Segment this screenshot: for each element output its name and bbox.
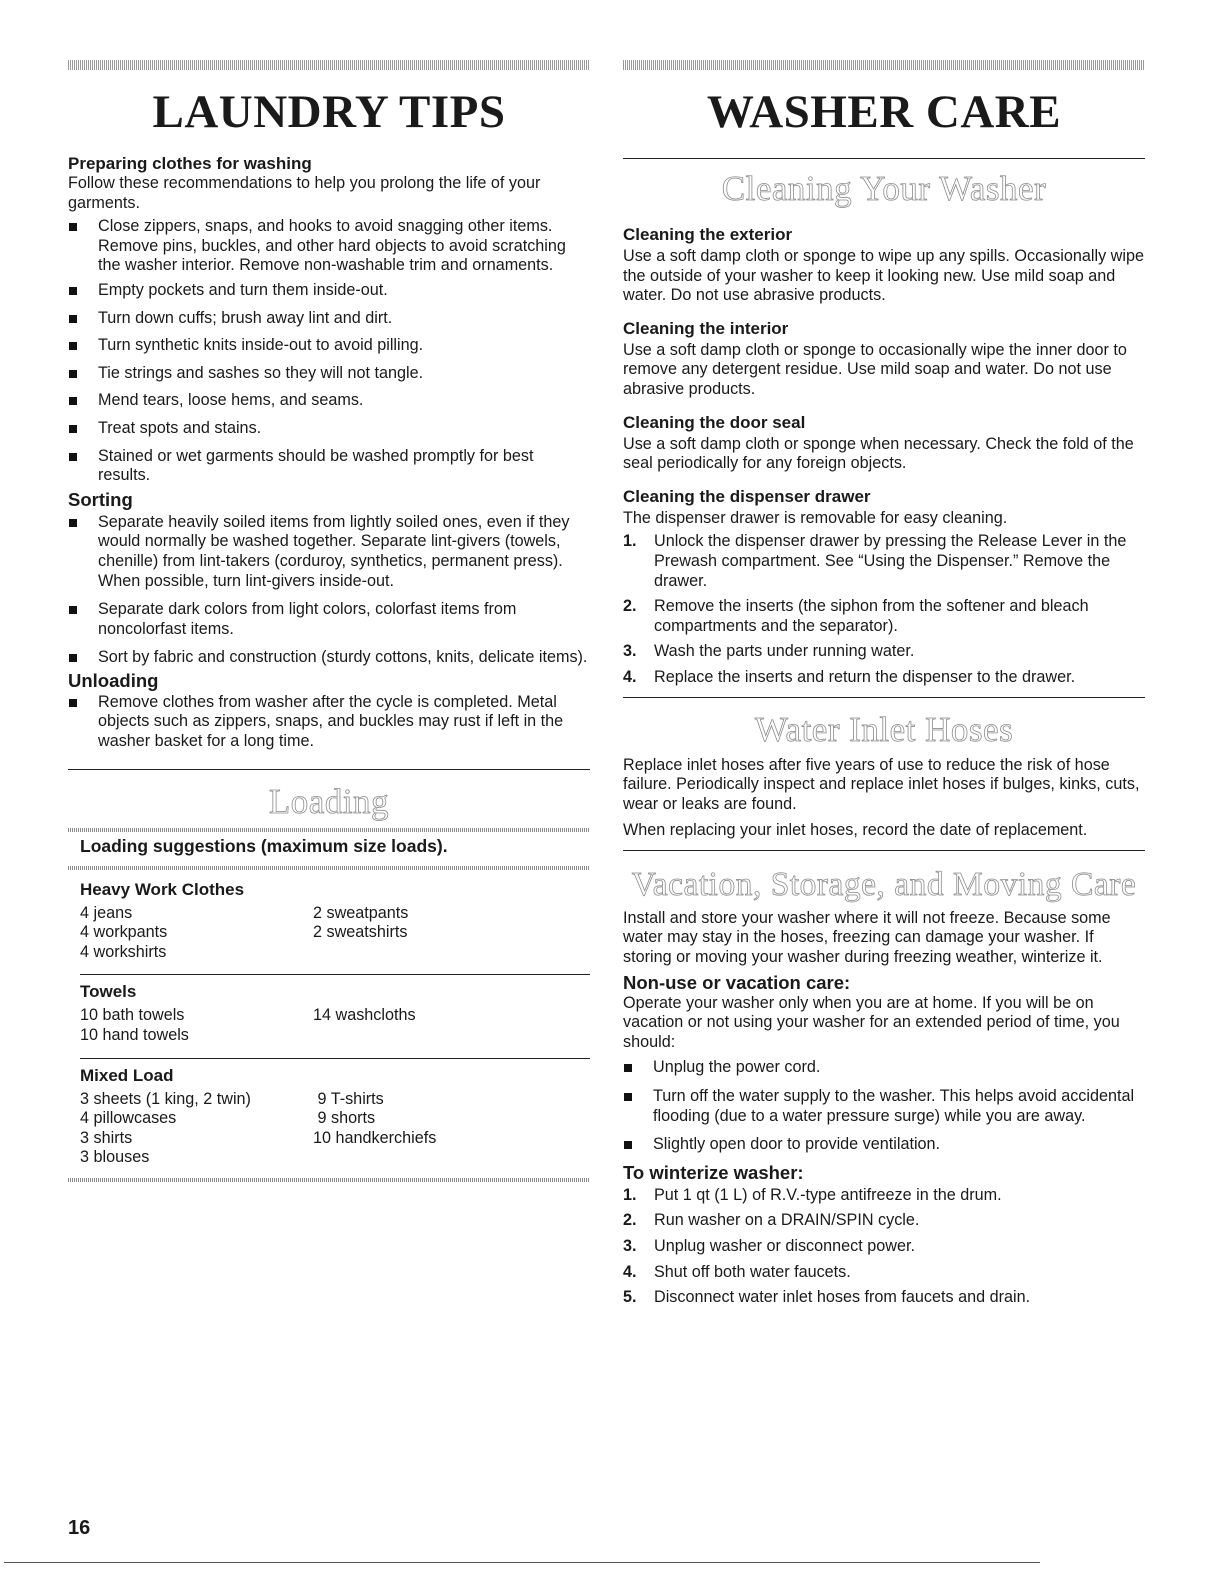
load-items-col1: 10 bath towels 10 hand towels [80,1006,189,1045]
list-item [623,532,1145,591]
sorting-section [68,489,590,668]
load-group-divider [80,974,590,975]
load-group-mixed [68,1066,590,1168]
vacation-storage-title: Vacation, Storage, and Moving Care [631,865,1137,903]
list-item: Sort by fabric and construction (sturdy cottons, knits, delicate items). [68,648,590,668]
step-number: 4. [623,1262,637,1281]
unloading-section [68,670,590,752]
list-item: Turn down cuffs; brush away lint and dirt. [68,309,590,329]
interior-text: Use a soft damp cloth or sponge to occasionally wipe the inner door to remove any detergent residue. Use mild soap and water. Do not use abrasive products. [623,340,1127,398]
cleaning-exterior [623,225,1145,306]
step-number: 4. [623,667,637,686]
list-item [623,1211,1145,1231]
dispenser-steps [623,532,1145,687]
page-number: 16 [68,1517,91,1539]
preparing-heading: Preparing clothes for washing [68,154,312,173]
cleaning-interior [623,319,1145,400]
load-group-heavy [68,880,590,963]
loading-hatch-mid [68,866,590,870]
unloading-heading: Unloading [68,669,159,691]
vacation-intro: Install and store your washer where it will not freeze. Because some water may stay in the hoses, freezing can damage your washer. If storing or moving your washer during freezing weather, winterize it. [623,908,1111,967]
washer-care-title: WASHER CARE [706,86,1062,138]
winterize-steps [623,1186,1145,1308]
section-divider [623,850,1145,851]
top-hatch-bar [68,60,590,70]
interior-heading: Cleaning the interior [623,318,789,338]
list-item [623,1263,1145,1283]
list-item: Slightly open door to provide ventilation. [623,1135,1145,1155]
load-items-col2: 9 T-shirts 9 shorts 10 handkerchiefs [313,1089,437,1147]
dispenser-intro: The dispenser drawer is removable for easy cleaning. [623,508,1008,527]
list-item: Stained or wet garments should be washed promptly for best results. [68,447,590,486]
load-group-heading: Towels [80,982,137,1002]
section-divider [623,158,1145,159]
sorting-heading: Sorting [68,488,133,510]
list-item: Close zippers, snaps, and hooks to avoid snagging other items. Remove pins, buckles, and other hard objects to avoid scratching the washer interior. Remove non-washable trim and ornaments. [68,217,590,276]
laundry-tips-title: LAUNDRY TIPS [152,86,506,138]
exterior-heading: Cleaning the exterior [623,225,793,244]
unloading-list [68,693,590,752]
laundry-tips-column [68,60,590,1182]
load-group-divider [80,1058,590,1059]
step-text: Remove the inserts (the siphon from the softener and bleach compartments and the separator). [654,597,1089,635]
list-item [623,1237,1145,1257]
nonuse-heading: Non-use or vacation care: [623,971,851,993]
step-number: 1. [623,532,637,551]
load-group-towels [68,982,590,1045]
load-group-heading: Heavy Work Clothes [80,879,245,899]
bottom-rule [4,1562,1040,1563]
sorting-list [68,513,590,668]
section-divider [623,697,1145,698]
list-item: Turn off the water supply to the washer. This helps avoid accidental flooding (due to a water pressure surge) while you are away. [623,1087,1145,1126]
list-item [623,1288,1145,1308]
step-text: Shut off both water faucets. [654,1262,851,1281]
list-item [623,597,1145,636]
step-text: Replace the inserts and return the dispenser to the drawer. [654,667,1076,686]
step-number: 3. [623,642,637,661]
load-items [80,904,590,963]
step-number: 2. [623,597,637,616]
cleaning-dispenser [623,487,1145,688]
load-items-col2: 2 sweatpants 2 sweatshirts [313,903,409,942]
dispenser-heading: Cleaning the dispenser drawer [623,486,871,506]
step-number: 3. [623,1237,637,1255]
list-item [623,642,1145,662]
list-item: Empty pockets and turn them inside-out. [68,281,590,301]
washer-care-column [623,60,1145,1308]
hoses-record-text: When replacing your inlet hoses, record the date of replacement. [623,821,1088,840]
door-seal-text: Use a soft damp cloth or sponge when necessary. Check the fold of the seal periodically for any foreign objects. [623,434,1134,473]
loading-suggestions-heading: Loading suggestions (maximum size loads). [80,835,448,856]
list-item: Unplug the power cord. [623,1058,1145,1078]
nonuse-text: Operate your washer only when you are at home. If you will be on vacation or not using your washer for an extended period of time, you should: [623,993,1120,1051]
list-item: Treat spots and stains. [68,419,590,439]
list-item [623,668,1145,688]
list-item: Tie strings and sashes so they will not tangle. [68,364,590,384]
step-number: 5. [623,1288,637,1307]
preparing-intro: Follow these recommendations to help you prolong the life of your garments. [68,174,541,212]
load-items-col1: 3 sheets (1 king, 2 twin) 4 pillowcases 3 shirts 3 blouses [80,1089,251,1167]
load-group-heading: Mixed Load [80,1065,174,1085]
loading-hatch-top [68,828,590,832]
step-text: Wash the parts under running water. [654,642,915,661]
section-divider [68,769,590,770]
list-item: Turn synthetic knits inside-out to avoid pilling. [68,336,590,356]
list-item: Remove clothes from washer after the cycle is completed. Metal objects such as zippers, snaps, and buckles may rust if left in the washer basket for a long time. [68,693,590,752]
step-text: Put 1 qt (1 L) of R.V.-type antifreeze in the drum. [654,1185,1002,1204]
winterize-heading: To winterize washer: [623,1161,804,1183]
cleaning-washer-title: Cleaning Your Washer [721,169,1047,208]
preparing-list [68,217,590,486]
step-text: Unplug washer or disconnect power. [654,1237,915,1255]
loading-hatch-bottom [68,1178,590,1182]
step-text: Unlock the dispenser drawer by pressing the Release Lever in the Prewash compartment. See “Using the Dispenser.” Remove the drawer. [654,532,1127,590]
top-hatch-bar [623,60,1145,70]
step-number: 2. [623,1211,637,1230]
list-item [623,1186,1145,1206]
load-items-col1: 4 jeans 4 workpants 4 workshirts [80,903,168,961]
cleaning-door-seal [623,413,1145,474]
loading-title: Loading [268,781,390,821]
list-item: Separate heavily soiled items from lightly soiled ones, even if they would normally be washed together. Separate lint-givers (towels, chenille) from lint-takers (corduroy, synthetics, permanent press). When possible, turn lint-givers inside-out. [68,513,590,591]
preparing-section [68,154,590,486]
nonuse-list [623,1058,1145,1154]
step-text: Run washer on a DRAIN/SPIN cycle. [654,1211,920,1230]
load-items [80,1006,590,1045]
step-number: 1. [623,1185,637,1204]
list-item: Separate dark colors from light colors, colorfast items from noncolorfast items. [68,600,590,639]
step-text: Disconnect water inlet hoses from faucets and drain. [654,1288,1031,1307]
water-inlet-hoses-title: Water Inlet Hoses [754,709,1014,749]
list-item: Mend tears, loose hems, and seams. [68,391,590,411]
load-items [80,1090,590,1168]
load-items-col2: 14 washcloths [313,1006,416,1025]
exterior-text: Use a soft damp cloth or sponge to wipe up any spills. Occasionally wipe the outside of your washer to keep it looking new. Use mild soap and water. Do not use abrasive products. [623,247,1144,305]
hoses-text: Replace inlet hoses after five years of use to reduce the risk of hose failure. Periodically inspect and replace inlet hoses if bulges, kinks, cuts, wear or leaks are found. [623,755,1140,813]
door-seal-heading: Cleaning the door seal [623,412,806,432]
